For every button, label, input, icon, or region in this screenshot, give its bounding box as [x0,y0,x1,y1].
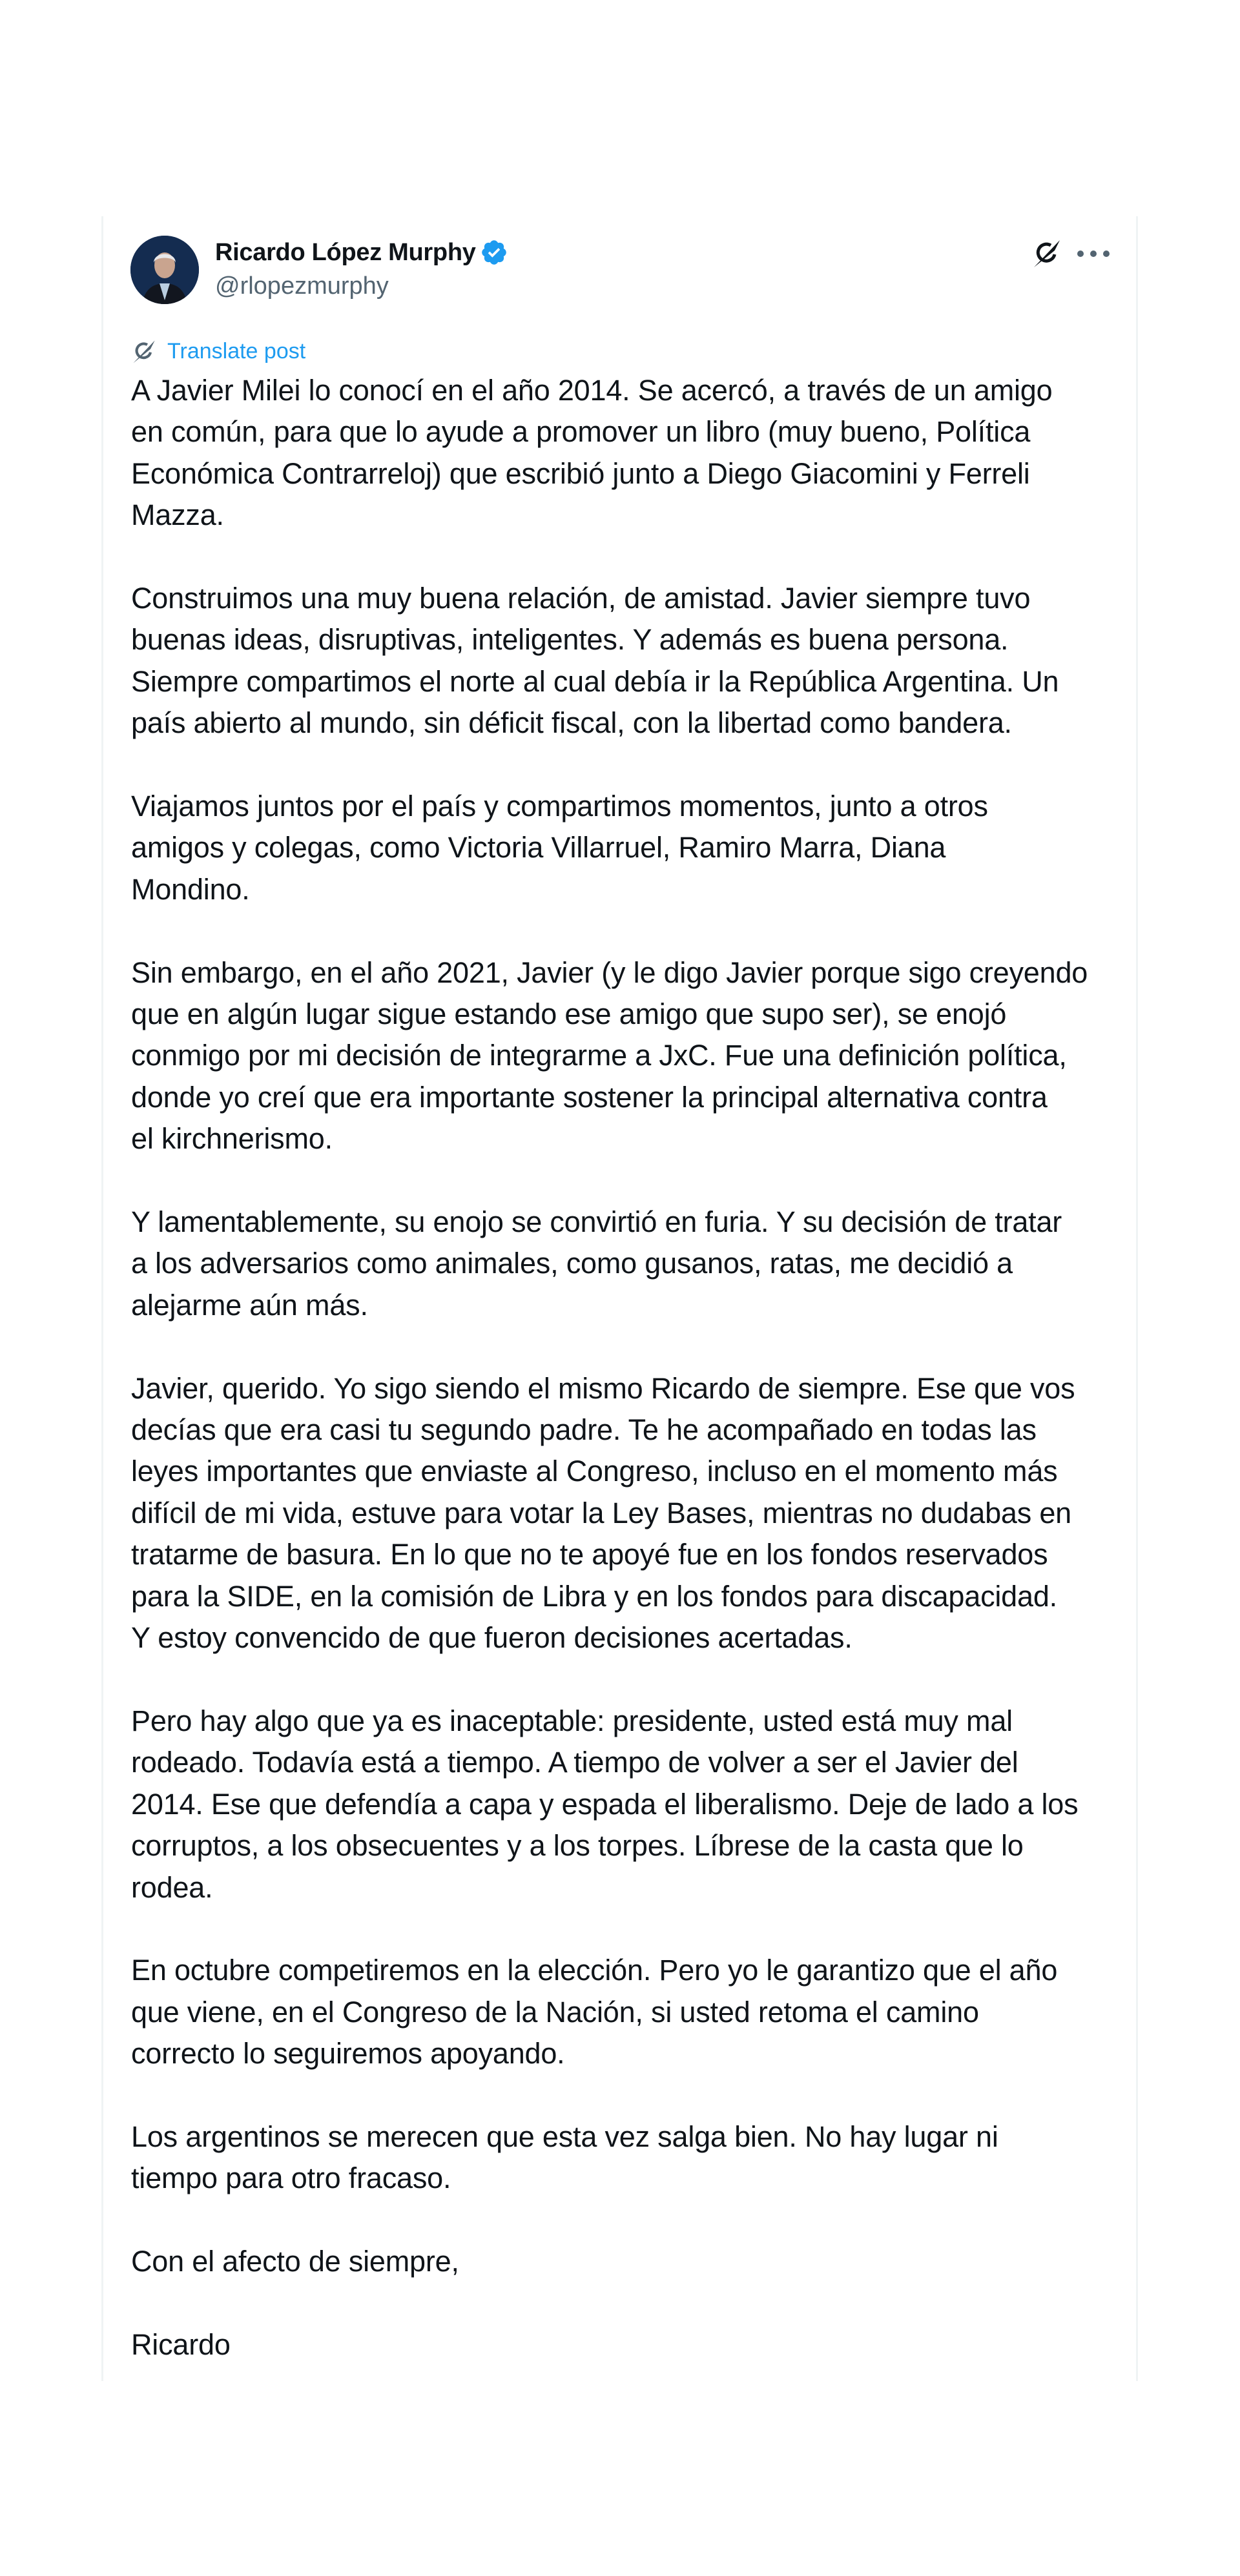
post-text-line: donde yo creí que era importante sostener la principal alternativa contra [131,1080,1048,1114]
avatar-image [130,236,199,304]
post-text-line: que viene, en el Congreso de la Nación, si usted retoma el camino [131,1995,979,2029]
post-paragraph [131,370,1126,537]
author-name[interactable]: Ricardo López Murphy [215,239,476,266]
post-text-line: Construimos una muy buena relación, de amistad. Javier siempre tuvo [131,582,1031,615]
post-text-line: correcto lo seguiremos apoyando. [131,2037,565,2070]
post-paragraph [131,578,1126,744]
post-text-line: país abierto al mundo, sin déficit fiscal, con la libertad como bandera. [131,706,1012,740]
verified-badge-icon[interactable] [480,238,508,267]
post-text-line: Y lamentablemente, su enojo se convirtió en furia. Y su decisión de tratar [131,1205,1062,1239]
post-text-line: A Javier Milei lo conocí en el año 2014. Se acercó, a través de un amigo [131,374,1053,407]
post-text-line: Los argentinos se merecen que esta vez salga bien. No hay lugar ni [131,2120,998,2153]
post-text-line: Y estoy convencido de que fueron decisiones acertadas. [131,1621,852,1655]
post-text-line: rodeado. Todavía está a tiempo. A tiempo de volver a ser el Javier del [131,1746,1018,1779]
post-text-line: amigos y colegas, como Victoria Villarruel, Ramiro Marra, Diana [131,831,946,864]
post-text [131,370,1126,2366]
post-text-line: leyes importantes que enviaste al Congreso, incluso en el momento más [131,1455,1058,1488]
translate-post-label: Translate post [167,339,306,363]
post-text-line: decías que era casi tu segundo padre. Te he acompañado en todas las [131,1413,1037,1447]
translate-grok-icon [131,338,157,364]
post-text-line: Económica Contrarreloj) que escribió junto a Diego Giacomini y Ferreli [131,456,1030,490]
post-text-line: rodea. [131,1870,213,1904]
post-text-line: 2014. Ese que defendía a capa y espada el liberalismo. Deje de lado a los [131,1787,1079,1821]
post-text-line: En octubre competiremos en la elección. Pero yo le garantizo que el año [131,1954,1058,1987]
post-paragraph [131,1368,1126,1659]
post-text-line: para la SIDE, en la comisión de Libra y en los fondos para discapacidad. [131,1579,1057,1613]
post-text-line: que en algún lugar sigue estando ese amigo que supo ser), se enojó [131,997,1007,1031]
post-text-line: alejarme aún más. [131,1288,368,1322]
post-text-line: conmigo por mi decisión de integrarme a JxC. Fue una definición política, [131,1039,1067,1072]
post-paragraph [131,2324,1126,2366]
post-text-line: Ricardo [131,2327,231,2361]
post-paragraph [131,1950,1126,2074]
author-handle[interactable]: @rlopezmurphy [215,272,389,300]
post-text-line: Siempre compartimos el norte al cual debía ir la República Argentina. Un [131,664,1059,698]
post-paragraph [131,786,1126,910]
avatar[interactable] [130,236,199,304]
post-paragraph [131,952,1126,1160]
dot-icon [1077,250,1084,257]
translate-post-button[interactable] [131,337,305,365]
post-paragraph [131,1201,1126,1326]
post-text-line: Mazza. [131,498,224,532]
author-name-row[interactable] [215,238,508,267]
post-text-line: Sin embargo, en el año 2021, Javier (y le digo Javier porque sigo creyendo [131,956,1088,989]
dot-icon [1090,250,1097,257]
post-text-line: el kirchnerismo. [131,1122,333,1156]
post-text-line: tiempo para otro fracaso. [131,2162,451,2195]
post-text-line: Pero hay algo que ya es inaceptable: presidente, usted está muy mal [131,1704,1013,1737]
dot-icon [1103,250,1110,257]
post-text-line: a los adversarios como animales, como gusanos, ratas, me decidió a [131,1247,1013,1280]
post-paragraph [131,1701,1126,1908]
post-paragraph [131,2116,1126,2200]
grok-icon[interactable] [1031,238,1062,269]
post-text-line: tratarme de basura. En lo que no te apoyé fue en los fondos reservados [131,1538,1048,1571]
post-paragraph [131,2241,1126,2282]
post-text-line: Mondino. [131,872,250,906]
post-text-line: difícil de mi vida, estuve para votar la Ley Bases, mientras no dudabas en [131,1496,1072,1529]
post-text-line: Con el afecto de siempre, [131,2245,459,2278]
post-text-line: Viajamos juntos por el país y compartimos momentos, junto a otros [131,790,988,823]
more-options-button[interactable] [1077,243,1110,265]
post-text-line: Javier, querido. Yo sigo siendo el mismo Ricardo de siempre. Ese que vos [131,1371,1075,1405]
post-text-line: corruptos, a los obsecuentes y a los torpes. Líbrese de la casta que lo [131,1829,1024,1863]
post-text-line: en común, para que lo ayude a promover un libro (muy bueno, Política [131,415,1031,449]
post-text-line: buenas ideas, disruptivas, inteligentes. Y además es buena persona. [131,623,1009,657]
